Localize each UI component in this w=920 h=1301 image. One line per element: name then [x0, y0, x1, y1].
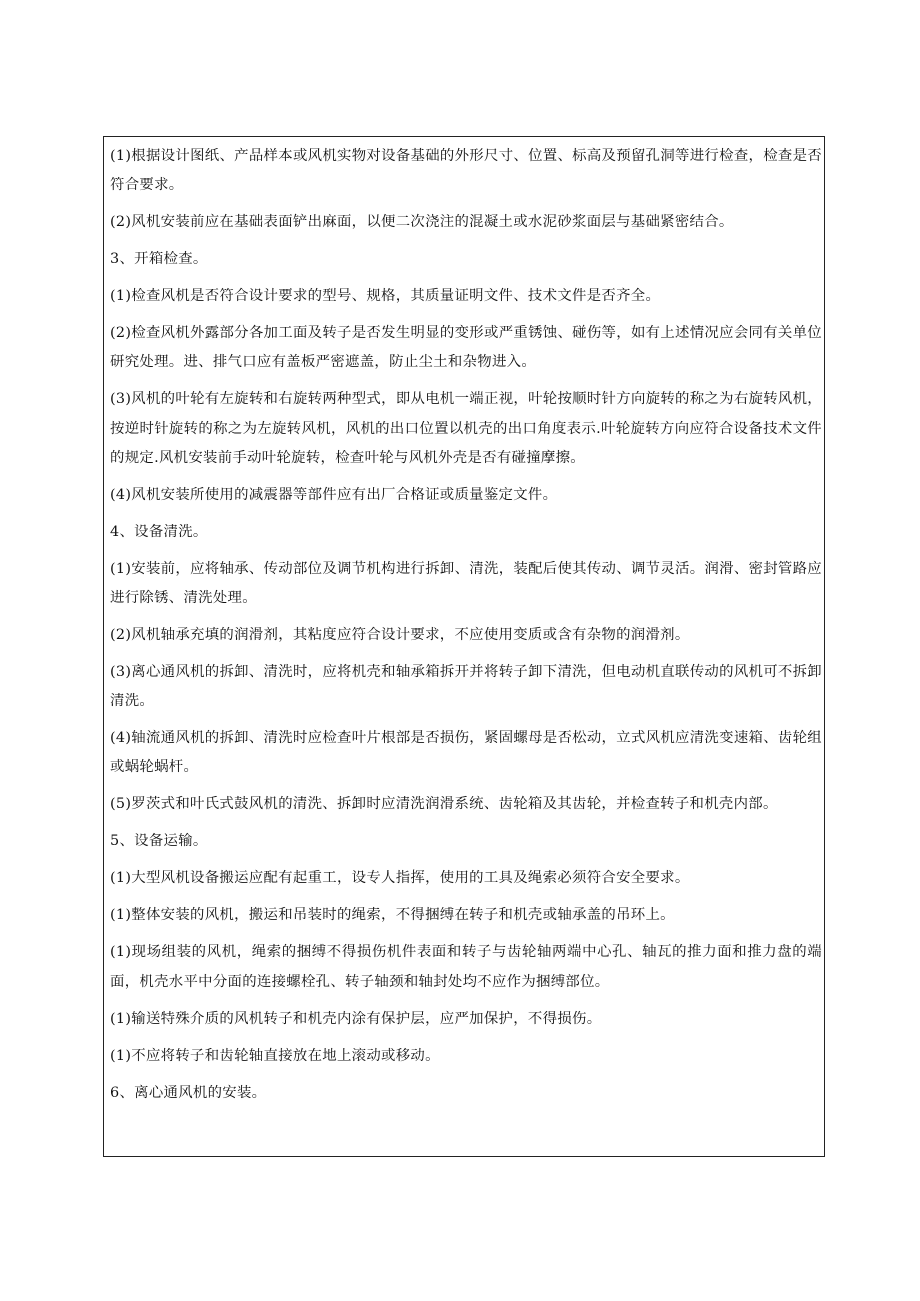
paragraph: (2)风机安装前应在基础表面铲出麻面，以便二次浇注的混凝土或水泥砂浆面层与基础紧密结合。: [110, 214, 734, 231]
section-heading: 5、设备运输。: [110, 833, 208, 850]
paragraph: (1)根据设计图纸、产品样本或风机实物对设备基础的外形尺寸、位置、标高及预留孔洞等进行检查，检查是否符合要求。: [110, 148, 822, 194]
document-table-cell: [103, 136, 825, 1157]
paragraph: (1)输送特殊介质的风机转子和机壳内涂有保护层，应严加保护，不得损伤。: [110, 1010, 602, 1027]
paragraph: (1)不应将转子和齿轮轴直接放在地上滚动或移动。: [110, 1047, 440, 1064]
paragraph: (4)轴流通风机的拆卸、清洗时应检查叶片根部是否损伤，紧固螺母是否松动，立式风机应清洗变速箱、齿轮组或蜗轮蜗杆。: [110, 730, 822, 776]
section-heading: 6、离心通风机的安装。: [110, 1084, 267, 1101]
paragraph: (2)检查风机外露部分各加工面及转子是否发生明显的变形或严重锈蚀、碰伤等，如有上述情况应会同有关单位研究处理。进、排气口应有盖板严密遮盖，防止尘土和杂物进入。: [110, 325, 822, 371]
paragraph: (1)检查风机是否符合设计要求的型号、规格，其质量证明文件、技术文件是否齐全。: [110, 288, 661, 305]
paragraph: (5)罗茨式和叶氏式鼓风机的清洗、拆卸时应清洗润滑系统、齿轮箱及其齿轮，并检查转子和机壳内部。: [110, 796, 778, 813]
paragraph: (3)离心通风机的拆卸、清洗时，应将机壳和轴承箱拆开并将转子卸下清洗，但电动机直联传动的风机可不拆卸清洗。: [110, 664, 822, 710]
paragraph: (1)安装前，应将轴承、传动部位及调节机构进行拆卸、清洗，装配后使其传动、调节灵活。润滑、密封管路应进行除锈、清洗处理。: [110, 560, 822, 607]
paragraph: (2)风机轴承充填的润滑剂，其粘度应符合设计要求，不应使用变质或含有杂物的润滑剂。: [110, 627, 690, 644]
document-body: [110, 142, 822, 1108]
paragraph: (3)风机的叶轮有左旋转和右旋转两种型式，即从电机一端正视，叶轮按顺时针方向旋转的称之为右旋转风机，按逆时针旋转的称之为左旋转风机，风机的出口位置以机壳的出口角度表示.叶轮旋转方向应符合设备技术文件的规定.风机安装前手动叶轮旋转，检查叶轮与风机外壳是否有碰撞摩擦。: [110, 391, 822, 466]
paragraph: (4)风机安装所使用的减震器等部件应有出厂合格证或质量鉴定文件。: [110, 486, 558, 503]
section-heading: 3、开箱检查。: [110, 251, 208, 268]
paragraph: (1)大型风机设备搬运应配有起重工，设专人指挥，使用的工具及绳索必须符合安全要求。: [110, 870, 690, 887]
paragraph: (1)现场组装的风机，绳索的捆缚不得损伤机件表面和转子与齿轮轴两端中心孔、轴瓦的推力面和推力盘的端面，机壳水平中分面的连接螺栓孔、转子轴颈和轴封处均不应作为捆缚部位。: [110, 944, 822, 990]
section-heading: 4、设备清洗。: [110, 523, 208, 540]
paragraph: (1)整体安装的风机，搬运和吊装时的绳索，不得捆缚在转子和机壳或轴承盖的吊环上。: [110, 907, 675, 924]
